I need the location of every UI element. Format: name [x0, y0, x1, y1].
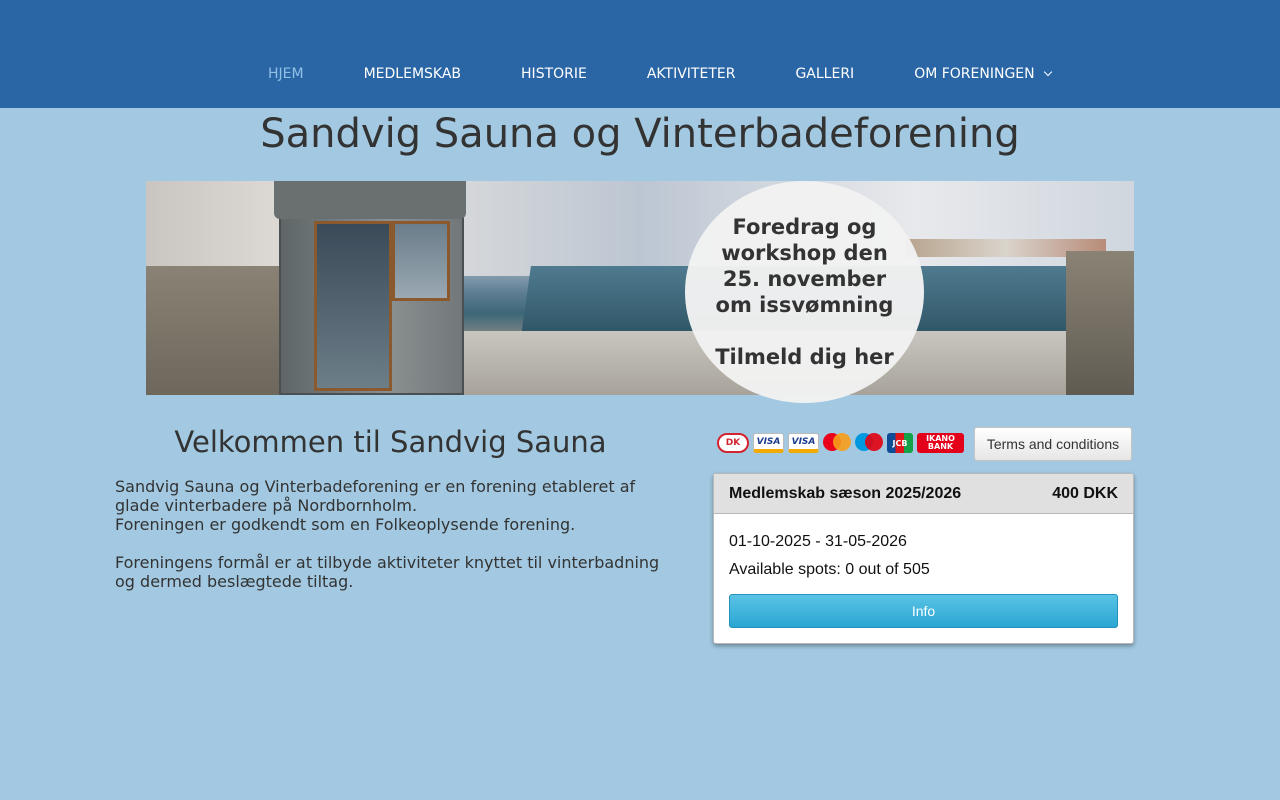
nav-item-galleri[interactable] [765, 66, 884, 82]
hero-cabin-window [392, 221, 450, 301]
main-nav [238, 62, 1081, 86]
ikano-bank-icon [917, 433, 964, 453]
nav-item-label: GALLERI [795, 66, 855, 82]
badge-cta: Tilmeld dig her [715, 345, 894, 369]
mastercard-icon [823, 433, 851, 453]
hero-cabin-roof [274, 181, 466, 219]
event-signup-badge[interactable] [685, 181, 924, 403]
hero-wall-right [1066, 251, 1134, 395]
nav-item-label: OM FORENINGEN [914, 66, 1035, 82]
terms-button[interactable]: Terms and conditions [974, 427, 1132, 461]
visa-icon: VISA [753, 433, 784, 453]
nav-item-label: MEDLEMSKAB [363, 66, 462, 82]
jcb-icon: JCB [887, 433, 913, 453]
badge-line: workshop den [721, 241, 888, 265]
membership-panel [713, 473, 1134, 644]
membership-header [714, 474, 1133, 514]
page-title: Sandvig Sauna og Vinterbadeforening [260, 111, 1020, 157]
payment-cards [717, 433, 964, 453]
badge-line: 25. november [722, 267, 887, 291]
hero-cabin-door [314, 221, 392, 391]
membership-spots: Available spots: 0 out of 505 [729, 561, 930, 578]
nav-item-aktiviteter[interactable] [617, 66, 766, 82]
badge-line: om issvømning [715, 293, 894, 317]
welcome-text [115, 477, 666, 610]
welcome-sentence: Foreningen er godkendt som en Folkeoplysende forening. [115, 515, 576, 534]
nav-item-label: HISTORIE [521, 66, 587, 82]
membership-price: 400 DKK [1052, 484, 1118, 502]
info-button[interactable]: Info [729, 594, 1118, 628]
nav-item-medlemskab[interactable] [334, 66, 491, 82]
maestro-icon [855, 433, 883, 453]
welcome-sentence: Sandvig Sauna og Vinterbadeforening er en forening etableret af glade vinterbadere på Nordbornholm. [115, 477, 636, 515]
site-header [0, 0, 1280, 108]
ikano-subtext: BANK [927, 442, 954, 451]
membership-dates: 01-10-2025 - 31-05-2026 [729, 533, 907, 550]
welcome-paragraph [115, 477, 666, 534]
nav-item-hjem[interactable] [238, 66, 334, 82]
membership-body [714, 514, 1133, 628]
nav-item-historie[interactable] [491, 66, 617, 82]
nav-item-om-foreningen[interactable] [884, 66, 1080, 82]
welcome-paragraph: Foreningens formål er at tilbyde aktiviteter knyttet til vinterbadning og dermed beslægtede tiltag. [115, 553, 660, 591]
hero-banner [146, 181, 1134, 395]
nav-item-label: HJEM [268, 66, 304, 82]
chevron-down-icon [1043, 68, 1051, 76]
nav-item-label: AKTIVITETER [646, 66, 736, 82]
membership-title: Medlemskab sæson 2025/2026 [729, 484, 962, 502]
visa-electron-icon: VISA [788, 433, 819, 453]
ikano-text: IKANO [926, 434, 955, 443]
dankort-icon: DK [717, 433, 749, 453]
badge-line: Foredrag og [732, 215, 877, 239]
welcome-title: Velkommen til Sandvig Sauna [174, 425, 607, 459]
